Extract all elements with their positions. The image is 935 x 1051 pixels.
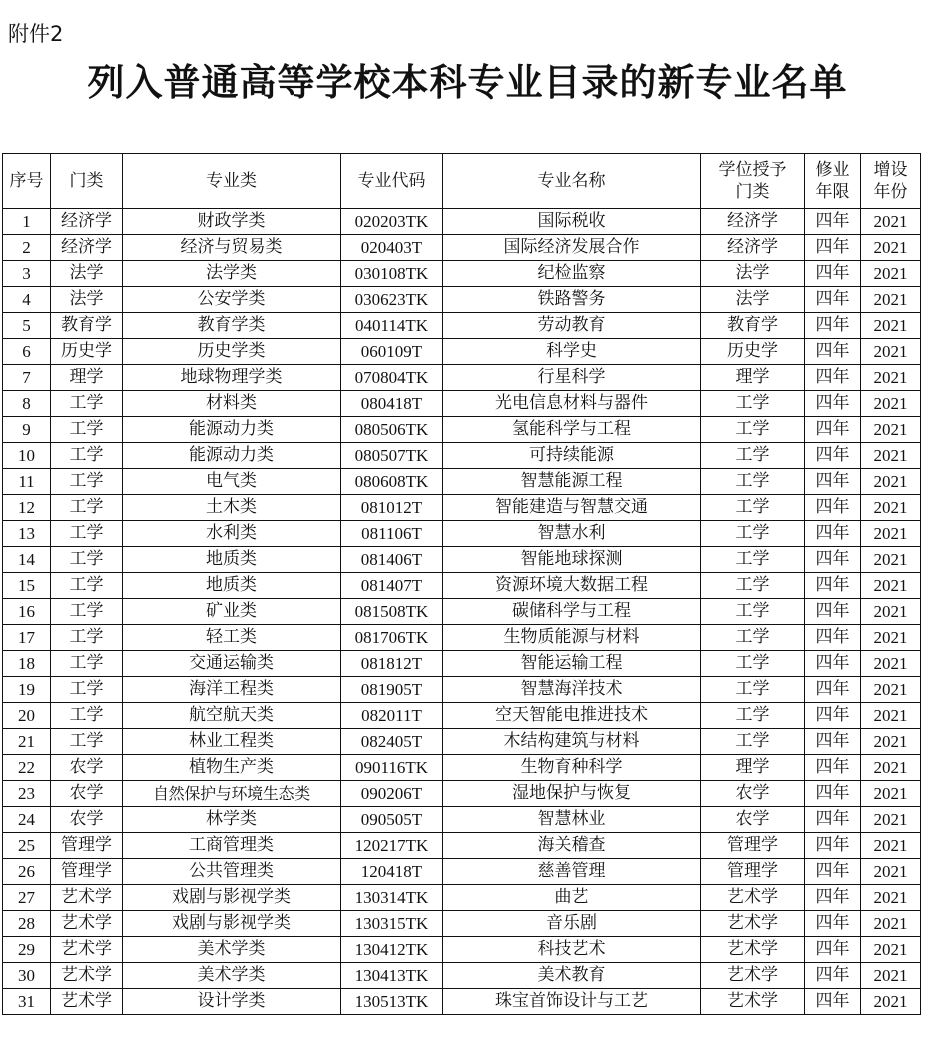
- cell-major-class: 经济与贸易类: [123, 235, 341, 261]
- cell-code: 030623TK: [341, 287, 443, 313]
- cell-duration: 四年: [805, 443, 861, 469]
- table-row: [3, 755, 921, 781]
- cell-major-class: 美术学类: [123, 937, 341, 963]
- cell-year: 2021: [861, 287, 921, 313]
- table-row: [3, 391, 921, 417]
- cell-category: 工学: [51, 729, 123, 755]
- header-category: 门类: [51, 154, 123, 209]
- cell-degree: 法学: [701, 261, 805, 287]
- cell-major-class: 能源动力类: [123, 443, 341, 469]
- cell-year: 2021: [861, 313, 921, 339]
- cell-duration: 四年: [805, 495, 861, 521]
- cell-duration: 四年: [805, 859, 861, 885]
- cell-name: 碳储科学与工程: [443, 599, 701, 625]
- cell-major-class: 地质类: [123, 547, 341, 573]
- cell-year: 2021: [861, 885, 921, 911]
- cell-name: 国际经济发展合作: [443, 235, 701, 261]
- cell-category: 工学: [51, 469, 123, 495]
- cell-code: 130315TK: [341, 911, 443, 937]
- cell-name: 慈善管理: [443, 859, 701, 885]
- cell-code: 080507TK: [341, 443, 443, 469]
- cell-degree: 艺术学: [701, 989, 805, 1015]
- cell-name: 美术教育: [443, 963, 701, 989]
- header-duration: [805, 154, 861, 209]
- cell-index: 10: [3, 443, 51, 469]
- cell-index: 19: [3, 677, 51, 703]
- cell-year: 2021: [861, 963, 921, 989]
- cell-degree: 工学: [701, 391, 805, 417]
- cell-name: 铁路警务: [443, 287, 701, 313]
- cell-name: 光电信息材料与器件: [443, 391, 701, 417]
- cell-code: 020203TK: [341, 209, 443, 235]
- cell-major-class: 法学类: [123, 261, 341, 287]
- cell-code: 030108TK: [341, 261, 443, 287]
- cell-index: 14: [3, 547, 51, 573]
- cell-year: 2021: [861, 417, 921, 443]
- cell-code: 080418T: [341, 391, 443, 417]
- cell-duration: 四年: [805, 261, 861, 287]
- cell-index: 26: [3, 859, 51, 885]
- table-body: [3, 209, 921, 1015]
- cell-year: 2021: [861, 547, 921, 573]
- cell-category: 农学: [51, 755, 123, 781]
- cell-code: 120418T: [341, 859, 443, 885]
- majors-table: [2, 153, 921, 1015]
- cell-duration: 四年: [805, 729, 861, 755]
- cell-duration: 四年: [805, 677, 861, 703]
- table-row: [3, 807, 921, 833]
- cell-category: 理学: [51, 365, 123, 391]
- cell-index: 11: [3, 469, 51, 495]
- cell-year: 2021: [861, 391, 921, 417]
- cell-code: 090116TK: [341, 755, 443, 781]
- cell-name: 生物育种科学: [443, 755, 701, 781]
- cell-degree: 工学: [701, 573, 805, 599]
- cell-name: 科技艺术: [443, 937, 701, 963]
- cell-degree: 工学: [701, 729, 805, 755]
- table-row: [3, 989, 921, 1015]
- cell-index: 31: [3, 989, 51, 1015]
- cell-major-class: 海洋工程类: [123, 677, 341, 703]
- cell-year: 2021: [861, 937, 921, 963]
- cell-category: 工学: [51, 599, 123, 625]
- cell-major-class: 美术学类: [123, 963, 341, 989]
- cell-degree: 农学: [701, 781, 805, 807]
- cell-code: 130413TK: [341, 963, 443, 989]
- cell-degree: 艺术学: [701, 963, 805, 989]
- cell-year: 2021: [861, 599, 921, 625]
- cell-code: 081106T: [341, 521, 443, 547]
- cell-code: 081012T: [341, 495, 443, 521]
- cell-category: 工学: [51, 677, 123, 703]
- cell-degree: 艺术学: [701, 885, 805, 911]
- cell-major-class: 财政学类: [123, 209, 341, 235]
- cell-index: 30: [3, 963, 51, 989]
- cell-degree: 工学: [701, 651, 805, 677]
- cell-year: 2021: [861, 625, 921, 651]
- table-row: [3, 937, 921, 963]
- table-row: [3, 625, 921, 651]
- cell-duration: 四年: [805, 391, 861, 417]
- cell-duration: 四年: [805, 339, 861, 365]
- cell-major-class: 林业工程类: [123, 729, 341, 755]
- cell-year: 2021: [861, 833, 921, 859]
- cell-degree: 历史学: [701, 339, 805, 365]
- cell-name: 曲艺: [443, 885, 701, 911]
- cell-name: 氢能科学与工程: [443, 417, 701, 443]
- cell-duration: 四年: [805, 365, 861, 391]
- cell-degree: 工学: [701, 521, 805, 547]
- cell-major-class: 土木类: [123, 495, 341, 521]
- cell-index: 8: [3, 391, 51, 417]
- cell-category: 教育学: [51, 313, 123, 339]
- cell-index: 13: [3, 521, 51, 547]
- cell-category: 管理学: [51, 833, 123, 859]
- cell-category: 艺术学: [51, 885, 123, 911]
- cell-index: 29: [3, 937, 51, 963]
- cell-index: 1: [3, 209, 51, 235]
- cell-name: 资源环境大数据工程: [443, 573, 701, 599]
- cell-degree: 理学: [701, 365, 805, 391]
- cell-index: 12: [3, 495, 51, 521]
- cell-duration: 四年: [805, 807, 861, 833]
- cell-code: 040114TK: [341, 313, 443, 339]
- cell-index: 9: [3, 417, 51, 443]
- cell-year: 2021: [861, 703, 921, 729]
- cell-degree: 工学: [701, 443, 805, 469]
- cell-code: 081406T: [341, 547, 443, 573]
- cell-duration: 四年: [805, 235, 861, 261]
- cell-category: 工学: [51, 625, 123, 651]
- table-row: [3, 521, 921, 547]
- cell-duration: 四年: [805, 313, 861, 339]
- cell-name: 智能建造与智慧交通: [443, 495, 701, 521]
- cell-year: 2021: [861, 781, 921, 807]
- cell-name: 智慧海洋技术: [443, 677, 701, 703]
- cell-major-class: 地球物理学类: [123, 365, 341, 391]
- cell-degree: 管理学: [701, 833, 805, 859]
- cell-year: 2021: [861, 729, 921, 755]
- table-row: [3, 443, 921, 469]
- cell-code: 060109T: [341, 339, 443, 365]
- cell-code: 081407T: [341, 573, 443, 599]
- table-row: [3, 651, 921, 677]
- cell-duration: 四年: [805, 287, 861, 313]
- cell-degree: 工学: [701, 599, 805, 625]
- cell-duration: 四年: [805, 417, 861, 443]
- cell-index: 22: [3, 755, 51, 781]
- cell-category: 艺术学: [51, 963, 123, 989]
- table-row: [3, 547, 921, 573]
- cell-index: 23: [3, 781, 51, 807]
- cell-code: 130314TK: [341, 885, 443, 911]
- cell-code: 081706TK: [341, 625, 443, 651]
- cell-category: 工学: [51, 417, 123, 443]
- document-title: 列入普通高等学校本科专业目录的新专业名单: [87, 60, 848, 104]
- cell-degree: 经济学: [701, 235, 805, 261]
- cell-major-class: 航空航天类: [123, 703, 341, 729]
- cell-duration: 四年: [805, 781, 861, 807]
- cell-category: 工学: [51, 547, 123, 573]
- table-row: [3, 339, 921, 365]
- table-row: [3, 287, 921, 313]
- cell-category: 历史学: [51, 339, 123, 365]
- header-duration-line2: 年限: [815, 182, 850, 202]
- cell-category: 工学: [51, 651, 123, 677]
- table-row: [3, 781, 921, 807]
- table-row: [3, 599, 921, 625]
- cell-duration: 四年: [805, 755, 861, 781]
- cell-name: 智能运输工程: [443, 651, 701, 677]
- header-degree: [701, 154, 805, 209]
- cell-code: 090206T: [341, 781, 443, 807]
- cell-major-class: 公安学类: [123, 287, 341, 313]
- cell-year: 2021: [861, 807, 921, 833]
- cell-code: 070804TK: [341, 365, 443, 391]
- table-row: [3, 729, 921, 755]
- cell-duration: 四年: [805, 469, 861, 495]
- cell-major-class: 矿业类: [123, 599, 341, 625]
- cell-name: 劳动教育: [443, 313, 701, 339]
- header-name: 专业名称: [443, 154, 701, 209]
- header-degree-line2: 门类: [735, 182, 770, 202]
- cell-code: 081508TK: [341, 599, 443, 625]
- cell-code: 080608TK: [341, 469, 443, 495]
- header-year: [861, 154, 921, 209]
- cell-year: 2021: [861, 443, 921, 469]
- cell-major-class: 戏剧与影视学类: [123, 911, 341, 937]
- cell-category: 艺术学: [51, 937, 123, 963]
- cell-category: 经济学: [51, 209, 123, 235]
- cell-major-class: 戏剧与影视学类: [123, 885, 341, 911]
- cell-duration: 四年: [805, 989, 861, 1015]
- cell-degree: 农学: [701, 807, 805, 833]
- header-duration-line1: 修业: [815, 160, 850, 180]
- cell-duration: 四年: [805, 911, 861, 937]
- cell-name: 空天智能电推进技术: [443, 703, 701, 729]
- header-degree-line1: 学位授予: [718, 160, 787, 180]
- cell-duration: 四年: [805, 963, 861, 989]
- cell-major-class: 电气类: [123, 469, 341, 495]
- cell-index: 5: [3, 313, 51, 339]
- cell-major-class: 公共管理类: [123, 859, 341, 885]
- cell-duration: 四年: [805, 833, 861, 859]
- cell-index: 28: [3, 911, 51, 937]
- cell-category: 农学: [51, 807, 123, 833]
- cell-year: 2021: [861, 651, 921, 677]
- table-row: [3, 469, 921, 495]
- cell-major-class: 自然保护与环境生态类: [123, 781, 341, 807]
- cell-code: 130513TK: [341, 989, 443, 1015]
- cell-major-class: 教育学类: [123, 313, 341, 339]
- cell-year: 2021: [861, 365, 921, 391]
- table-row: [3, 833, 921, 859]
- cell-code: 080506TK: [341, 417, 443, 443]
- cell-duration: 四年: [805, 703, 861, 729]
- cell-major-class: 水利类: [123, 521, 341, 547]
- cell-duration: 四年: [805, 209, 861, 235]
- cell-degree: 工学: [701, 417, 805, 443]
- cell-name: 智慧水利: [443, 521, 701, 547]
- cell-index: 18: [3, 651, 51, 677]
- cell-year: 2021: [861, 573, 921, 599]
- cell-major-class: 交通运输类: [123, 651, 341, 677]
- table-row: [3, 209, 921, 235]
- cell-year: 2021: [861, 235, 921, 261]
- cell-degree: 教育学: [701, 313, 805, 339]
- cell-category: 工学: [51, 495, 123, 521]
- cell-category: 艺术学: [51, 911, 123, 937]
- table-row: [3, 885, 921, 911]
- cell-degree: 工学: [701, 469, 805, 495]
- cell-degree: 管理学: [701, 859, 805, 885]
- cell-year: 2021: [861, 859, 921, 885]
- cell-major-class: 地质类: [123, 573, 341, 599]
- cell-code: 090505T: [341, 807, 443, 833]
- cell-name: 海关稽查: [443, 833, 701, 859]
- cell-category: 经济学: [51, 235, 123, 261]
- cell-category: 管理学: [51, 859, 123, 885]
- cell-index: 7: [3, 365, 51, 391]
- cell-degree: 经济学: [701, 209, 805, 235]
- cell-degree: 艺术学: [701, 937, 805, 963]
- cell-year: 2021: [861, 209, 921, 235]
- cell-degree: 工学: [701, 625, 805, 651]
- cell-duration: 四年: [805, 599, 861, 625]
- cell-degree: 工学: [701, 677, 805, 703]
- cell-name: 科学史: [443, 339, 701, 365]
- cell-year: 2021: [861, 911, 921, 937]
- cell-degree: 工学: [701, 547, 805, 573]
- header-year-line1: 增设: [873, 160, 908, 180]
- cell-name: 珠宝首饰设计与工艺: [443, 989, 701, 1015]
- cell-category: 工学: [51, 573, 123, 599]
- table-row: [3, 963, 921, 989]
- cell-index: 20: [3, 703, 51, 729]
- cell-year: 2021: [861, 521, 921, 547]
- cell-code: 120217TK: [341, 833, 443, 859]
- cell-code: 081812T: [341, 651, 443, 677]
- cell-category: 农学: [51, 781, 123, 807]
- cell-index: 4: [3, 287, 51, 313]
- cell-degree: 艺术学: [701, 911, 805, 937]
- cell-code: 082011T: [341, 703, 443, 729]
- table-row: [3, 573, 921, 599]
- cell-name: 智能地球探测: [443, 547, 701, 573]
- cell-duration: 四年: [805, 521, 861, 547]
- cell-index: 21: [3, 729, 51, 755]
- cell-major-class: 材料类: [123, 391, 341, 417]
- cell-name: 湿地保护与恢复: [443, 781, 701, 807]
- cell-name: 可持续能源: [443, 443, 701, 469]
- cell-major-class: 林学类: [123, 807, 341, 833]
- table-row: [3, 703, 921, 729]
- cell-year: 2021: [861, 755, 921, 781]
- table-row: [3, 677, 921, 703]
- cell-code: 020403T: [341, 235, 443, 261]
- table-row: [3, 365, 921, 391]
- header-year-line2: 年份: [873, 182, 908, 202]
- cell-name: 行星科学: [443, 365, 701, 391]
- cell-name: 纪检监察: [443, 261, 701, 287]
- cell-year: 2021: [861, 495, 921, 521]
- cell-major-class: 轻工类: [123, 625, 341, 651]
- table-row: [3, 417, 921, 443]
- cell-category: 法学: [51, 287, 123, 313]
- cell-category: 艺术学: [51, 989, 123, 1015]
- cell-year: 2021: [861, 989, 921, 1015]
- table-row: [3, 495, 921, 521]
- cell-index: 3: [3, 261, 51, 287]
- cell-name: 生物质能源与材料: [443, 625, 701, 651]
- cell-index: 27: [3, 885, 51, 911]
- attachment-label: 附件2: [8, 22, 64, 46]
- header-major-class: 专业类: [123, 154, 341, 209]
- cell-degree: 工学: [701, 703, 805, 729]
- cell-major-class: 植物生产类: [123, 755, 341, 781]
- cell-name: 音乐剧: [443, 911, 701, 937]
- cell-duration: 四年: [805, 547, 861, 573]
- cell-year: 2021: [861, 261, 921, 287]
- cell-year: 2021: [861, 339, 921, 365]
- cell-name: 木结构建筑与材料: [443, 729, 701, 755]
- header-row: [3, 154, 921, 209]
- header-index: 序号: [3, 154, 51, 209]
- cell-duration: 四年: [805, 885, 861, 911]
- cell-major-class: 能源动力类: [123, 417, 341, 443]
- cell-category: 工学: [51, 703, 123, 729]
- cell-year: 2021: [861, 469, 921, 495]
- cell-major-class: 工商管理类: [123, 833, 341, 859]
- cell-name: 智慧林业: [443, 807, 701, 833]
- cell-category: 法学: [51, 261, 123, 287]
- table-row: [3, 859, 921, 885]
- cell-name: 国际税收: [443, 209, 701, 235]
- cell-code: 082405T: [341, 729, 443, 755]
- cell-major-class: 设计学类: [123, 989, 341, 1015]
- cell-duration: 四年: [805, 625, 861, 651]
- cell-index: 6: [3, 339, 51, 365]
- cell-degree: 法学: [701, 287, 805, 313]
- cell-major-class: 历史学类: [123, 339, 341, 365]
- cell-code: 081905T: [341, 677, 443, 703]
- cell-category: 工学: [51, 391, 123, 417]
- cell-index: 25: [3, 833, 51, 859]
- cell-duration: 四年: [805, 937, 861, 963]
- cell-category: 工学: [51, 443, 123, 469]
- cell-index: 24: [3, 807, 51, 833]
- cell-name: 智慧能源工程: [443, 469, 701, 495]
- table-row: [3, 261, 921, 287]
- cell-index: 2: [3, 235, 51, 261]
- cell-code: 130412TK: [341, 937, 443, 963]
- cell-degree: 理学: [701, 755, 805, 781]
- cell-category: 工学: [51, 521, 123, 547]
- table-row: [3, 235, 921, 261]
- table-row: [3, 313, 921, 339]
- cell-index: 15: [3, 573, 51, 599]
- cell-index: 17: [3, 625, 51, 651]
- cell-degree: 工学: [701, 495, 805, 521]
- cell-index: 16: [3, 599, 51, 625]
- table-row: [3, 911, 921, 937]
- cell-year: 2021: [861, 677, 921, 703]
- cell-duration: 四年: [805, 573, 861, 599]
- cell-duration: 四年: [805, 651, 861, 677]
- header-code: 专业代码: [341, 154, 443, 209]
